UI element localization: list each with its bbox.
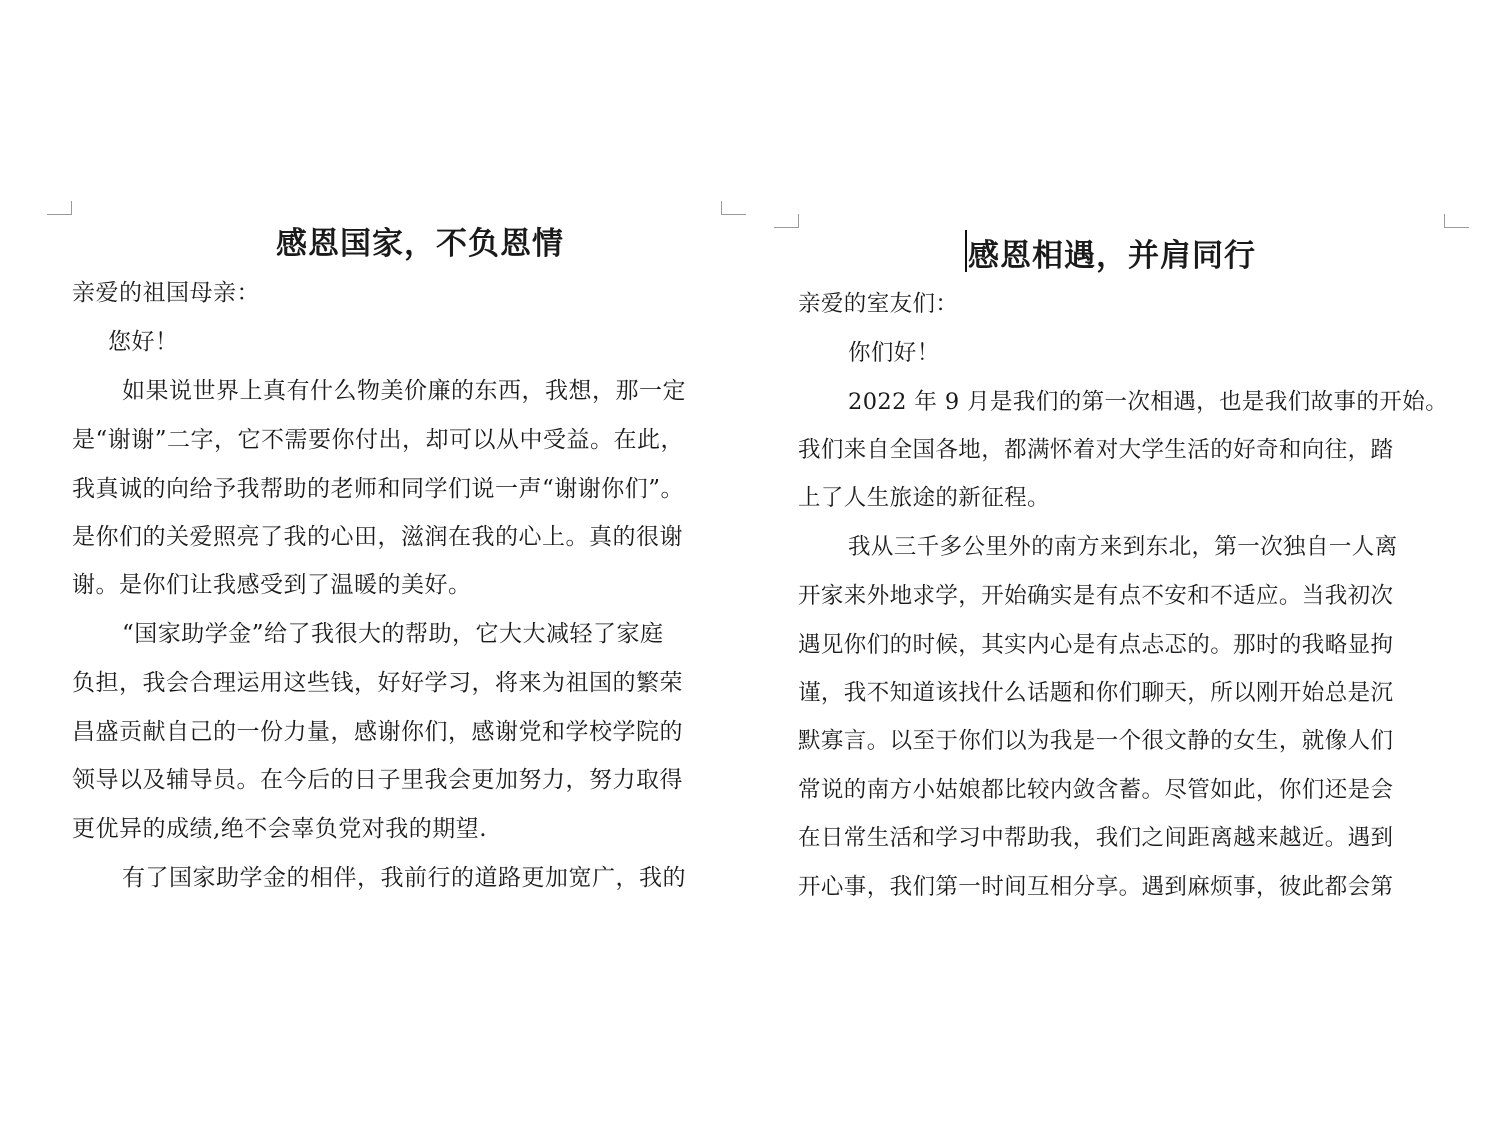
text-cursor (965, 230, 967, 272)
body-line: 谨，我不知道该找什么话题和你们聊天，所以刚开始总是沉 (798, 680, 1394, 706)
body-line: 是你们的关爱照亮了我的心田，滋润在我的心上。真的很谢 (72, 524, 683, 550)
body-line: 遇见你们的时候，其实内心是有点忐忑的。那时的我略显拘 (798, 632, 1394, 658)
greeting: 您好！ (108, 329, 179, 355)
body-line: 更优异的成绩,绝不会辜负党对我的期望. (72, 816, 488, 842)
body-line: 我真诚的向给予我帮助的老师和同学们说一声“谢谢你们”。 (72, 476, 685, 502)
body-line: 如果说世界上真有什么物美价廉的东西，我想，那一定 (122, 378, 686, 404)
body-line: 领导以及辅导员。在今后的日子里我会更加努力，努力取得 (72, 767, 683, 793)
page-corner-mark-top-right (721, 201, 746, 215)
body-line: 负担，我会合理运用这些钱，好好学习，将来为祖国的繁荣 (72, 670, 683, 696)
page-corner-mark-top-left (47, 201, 72, 215)
body-line: 上了人生旅途的新征程。 (798, 485, 1050, 511)
body-line: 昌盛贡献自己的一份力量，感谢你们，感谢党和学校学院的 (72, 719, 683, 745)
greeting: 你们好！ (848, 340, 940, 366)
document-title: 感恩相遇，并肩同行 (968, 238, 1256, 274)
page-corner-mark-top-right (1444, 214, 1469, 228)
body-line: “国家助学金”给了我很大的帮助，它大大减轻了家庭 (122, 621, 664, 647)
body-line: 开家来外地求学，开始确实是有点不安和不适应。当我初次 (798, 583, 1394, 609)
salutation: 亲爱的祖国母亲： (72, 280, 260, 306)
body-line: 默寡言。以至于你们以为我是一个很文静的女生，就像人们 (798, 728, 1394, 754)
salutation: 亲爱的室友们： (798, 291, 959, 317)
body-line: 在日常生活和学习中帮助我，我们之间距离越来越近。遇到 (798, 825, 1394, 851)
body-line: 有了国家助学金的相伴，我前行的道路更加宽广，我的 (122, 865, 686, 891)
body-line: 我从三千多公里外的南方来到东北，第一次独自一人离 (848, 534, 1398, 560)
body-line: 是“谢谢”二字，它不需要你付出，却可以从中受益。在此， (72, 427, 685, 453)
body-line: 开心事，我们第一时间互相分享。遇到麻烦事，彼此都会第 (798, 874, 1394, 900)
document-page-right (750, 0, 1500, 1124)
body-line: 谢。是你们让我感受到了温暖的美好。 (72, 572, 472, 598)
body-line: 我们来自全国各地，都满怀着对大学生活的好奇和向往，踏 (798, 437, 1394, 463)
page-corner-mark-top-left (774, 214, 799, 228)
body-line: 2022 年 9 月是我们的第一次相遇，也是我们故事的开始。 (848, 389, 1449, 415)
document-title: 感恩国家，不负恩情 (276, 226, 564, 262)
body-line: 常说的南方小姑娘都比较内敛含蓄。尽管如此，你们还是会 (798, 777, 1394, 803)
